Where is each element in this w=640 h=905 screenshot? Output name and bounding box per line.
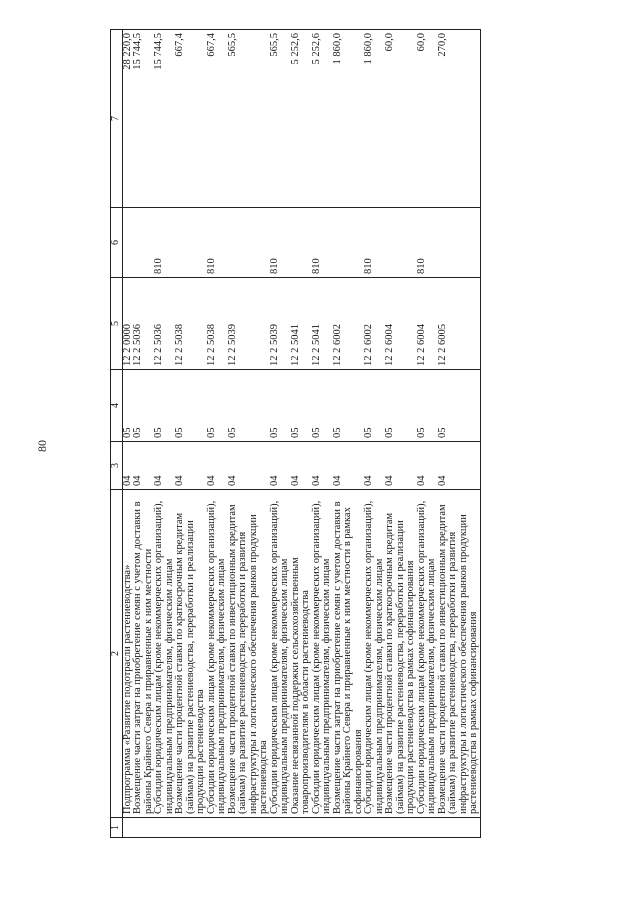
table-row xyxy=(154,30,175,838)
subsection-code-cell: 05 xyxy=(291,370,312,442)
row-name-cell: Подпрограмма «Развитие подотрасли растениеводства» xyxy=(122,490,133,818)
subsection-code-cell: 05 xyxy=(122,370,133,442)
amount-cell: 565,5 xyxy=(228,30,270,208)
subsection-code-cell: 05 xyxy=(312,370,333,442)
row-name-cell: Возмещение части затрат на приобретение семян с учетом доставки в районы Крайнего Севера и приравненные к ним местности xyxy=(133,490,154,818)
section-code-cell: 04 xyxy=(154,442,175,490)
target-article-cell: 12 2 6002 xyxy=(333,278,365,370)
row-name-cell: Субсидии юридическим лицам (кроме некоммерческих организаций), индивидуальным предпринимателям, физическим лицам xyxy=(154,490,175,818)
target-article-cell: 12 2 6004 xyxy=(385,278,417,370)
expense-type-cell: 810 xyxy=(154,208,175,278)
row-number-cell xyxy=(133,818,154,838)
target-article-cell: 12 2 5041 xyxy=(312,278,333,370)
amount-cell: 1 860,0 xyxy=(333,30,365,208)
subsection-code-cell: 05 xyxy=(228,370,270,442)
table-row xyxy=(291,30,312,838)
target-article-cell: 12 2 5039 xyxy=(270,278,291,370)
target-article-cell: 12 2 5039 xyxy=(228,278,270,370)
table-row xyxy=(228,30,270,838)
amount-cell: 667,4 xyxy=(175,30,207,208)
subsection-code-cell: 05 xyxy=(333,370,365,442)
section-code-cell: 04 xyxy=(133,442,154,490)
expense-type-cell: 810 xyxy=(207,208,228,278)
row-number-cell xyxy=(154,818,175,838)
table-row xyxy=(333,30,365,838)
expense-type-cell: 810 xyxy=(417,208,438,278)
expense-type-cell xyxy=(122,208,133,278)
target-article-cell: 12 2 6005 xyxy=(438,278,481,370)
subsection-code-cell: 05 xyxy=(133,370,154,442)
expense-type-cell xyxy=(333,208,365,278)
amount-cell: 667,4 xyxy=(207,30,228,208)
column-header-1: 1 xyxy=(111,818,123,838)
expense-type-cell xyxy=(385,208,417,278)
amount-cell: 60,0 xyxy=(385,30,417,208)
target-article-cell: 12 2 6004 xyxy=(417,278,438,370)
section-code-cell: 04 xyxy=(333,442,365,490)
amount-cell: 1 860,0 xyxy=(364,30,385,208)
row-name-cell: Возмещение части затрат на приобретение семян с учетом доставки в районы Крайнего Севера и приравненные к ним местности в рамках софинансирования xyxy=(333,490,365,818)
column-header-5: 5 xyxy=(111,278,123,370)
target-article-cell: 12 2 5038 xyxy=(207,278,228,370)
expense-type-cell xyxy=(291,208,312,278)
table-row xyxy=(207,30,228,838)
target-article-cell: 12 2 5036 xyxy=(133,278,154,370)
subsection-code-cell: 05 xyxy=(417,370,438,442)
section-code-cell: 04 xyxy=(417,442,438,490)
table-row xyxy=(385,30,417,838)
section-code-cell: 04 xyxy=(385,442,417,490)
amount-cell: 5 252,6 xyxy=(291,30,312,208)
section-code-cell: 04 xyxy=(122,442,133,490)
subsection-code-cell: 05 xyxy=(438,370,481,442)
column-header-3: 3 xyxy=(111,442,123,490)
target-article-cell: 12 2 5038 xyxy=(175,278,207,370)
row-name-cell: Субсидии юридическим лицам (кроме некоммерческих организаций), индивидуальным предпринимателям, физическим лицам xyxy=(270,490,291,818)
row-name-cell: Возмещение части процентной ставки по инвестиционным кредитам (займам) на развитие растениеводства, переработки и развития инфраструктуры и логистического обеспечения рынков продукции растениеводства в рамках софинансирования xyxy=(438,490,481,818)
row-name-cell: Возмещение части процентной ставки по краткосрочным кредитам (займам) на развитие растениеводства, переработки и реализации продукции растениеводства в рамках софинансирования xyxy=(385,490,417,818)
amount-cell: 60,0 xyxy=(417,30,438,208)
column-header-6: 6 xyxy=(111,208,123,278)
row-name-cell: Возмещение части процентной ставки по инвестиционным кредитам (займам) на развитие растениеводства, переработки и развития инфраструктуры и логистического обеспечения рынков продукции растениеводства xyxy=(228,490,270,818)
row-number-cell xyxy=(385,818,417,838)
section-code-cell: 04 xyxy=(438,442,481,490)
table-row xyxy=(175,30,207,838)
section-code-cell: 04 xyxy=(270,442,291,490)
column-header-4: 4 xyxy=(111,370,123,442)
target-article-cell: 12 2 6002 xyxy=(364,278,385,370)
expense-type-cell: 810 xyxy=(270,208,291,278)
expense-type-cell xyxy=(228,208,270,278)
expense-type-cell xyxy=(175,208,207,278)
subsection-code-cell: 05 xyxy=(207,370,228,442)
amount-cell: 28 220,0 xyxy=(122,30,133,208)
row-number-cell xyxy=(122,818,133,838)
row-number-cell xyxy=(333,818,365,838)
row-number-cell xyxy=(438,818,481,838)
row-number-cell xyxy=(417,818,438,838)
subsection-code-cell: 05 xyxy=(270,370,291,442)
subsection-code-cell: 05 xyxy=(154,370,175,442)
target-article-cell: 12 2 5041 xyxy=(291,278,312,370)
subsection-code-cell: 05 xyxy=(364,370,385,442)
column-header-7: 7 xyxy=(111,30,123,208)
expense-type-cell xyxy=(133,208,154,278)
page-number: 80 xyxy=(35,440,49,452)
target-article-cell: 12 2 5036 xyxy=(154,278,175,370)
rotated-table-container xyxy=(110,30,530,838)
table-row xyxy=(270,30,291,838)
table-header xyxy=(111,30,123,838)
amount-cell: 565,5 xyxy=(270,30,291,208)
amount-cell: 15 744,5 xyxy=(133,30,154,208)
table-row xyxy=(312,30,333,838)
row-number-cell xyxy=(364,818,385,838)
table-body xyxy=(122,30,480,838)
amount-cell: 270,0 xyxy=(438,30,481,208)
subsection-code-cell: 05 xyxy=(175,370,207,442)
target-article-cell: 12 2 0000 xyxy=(122,278,133,370)
row-number-cell xyxy=(291,818,312,838)
table-row xyxy=(438,30,481,838)
amount-cell: 5 252,6 xyxy=(312,30,333,208)
row-number-cell xyxy=(312,818,333,838)
row-number-cell xyxy=(175,818,207,838)
section-code-cell: 04 xyxy=(207,442,228,490)
column-header-2: 2 xyxy=(111,490,123,818)
table-row xyxy=(133,30,154,838)
row-name-cell: Оказание несвязанной поддержки сельскохозяйственным товаропроизводителям в области растениеводства xyxy=(291,490,312,818)
row-number-cell xyxy=(270,818,291,838)
section-code-cell: 04 xyxy=(291,442,312,490)
row-name-cell: Субсидии юридическим лицам (кроме некоммерческих организаций), индивидуальным предпринимателям, физическим лицам xyxy=(417,490,438,818)
row-number-cell xyxy=(228,818,270,838)
expense-type-cell xyxy=(438,208,481,278)
row-name-cell: Субсидии юридическим лицам (кроме некоммерческих организаций), индивидуальным предпринимателям, физическим лицам xyxy=(364,490,385,818)
subsection-code-cell: 05 xyxy=(385,370,417,442)
row-name-cell: Субсидии юридическим лицам (кроме некоммерческих организаций), индивидуальным предпринимателям, физическим лицам xyxy=(312,490,333,818)
budget-table xyxy=(110,29,481,838)
table-row xyxy=(417,30,438,838)
row-name-cell: Субсидии юридическим лицам (кроме некоммерческих организаций), индивидуальным предпринимателям, физическим лицам xyxy=(207,490,228,818)
row-number-cell xyxy=(207,818,228,838)
section-code-cell: 04 xyxy=(228,442,270,490)
section-code-cell: 04 xyxy=(175,442,207,490)
amount-cell: 15 744,5 xyxy=(154,30,175,208)
expense-type-cell: 810 xyxy=(312,208,333,278)
header-row xyxy=(111,30,123,838)
section-code-cell: 04 xyxy=(312,442,333,490)
section-code-cell: 04 xyxy=(364,442,385,490)
table-row xyxy=(364,30,385,838)
row-name-cell: Возмещение части процентной ставки по краткосрочным кредитам (займам) на развитие растениеводства, переработки и реализации продукции растениеводства xyxy=(175,490,207,818)
expense-type-cell: 810 xyxy=(364,208,385,278)
